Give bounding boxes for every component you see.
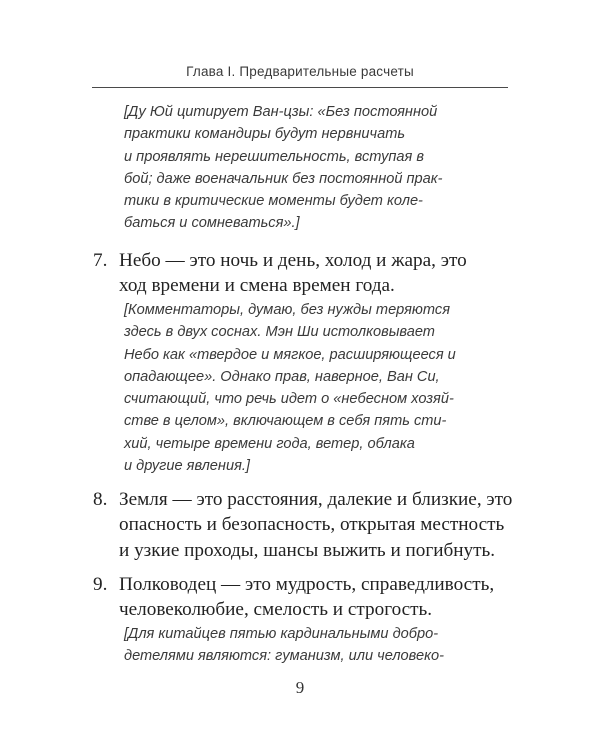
comment-line: считающий, что речь идет о «небесном хозяй- [124, 391, 454, 408]
item-line: ход времени и смена времен года. [119, 275, 395, 297]
item-text [119, 572, 494, 623]
comment-line: и другие явления.] [124, 458, 250, 475]
commentary-item-9 [124, 623, 444, 668]
running-header: Глава I. Предварительные расчеты [186, 64, 414, 79]
comment-line: бой; даже военачальник без постоянной прак- [124, 170, 443, 187]
comment-line: [Ду Юй цитирует Ван-цзы: «Без постоянной [124, 104, 438, 120]
item-line: Небо — это ночь и день, холод и жара, это [119, 250, 467, 271]
item-number: 9. [93, 574, 108, 595]
item-line: человеколюбие, смелость и строгость. [119, 599, 433, 621]
commentary-top [124, 101, 443, 235]
comment-line: детелями являются: гуманизм, или человеко- [124, 648, 444, 665]
comment-line: хий, четыре времени года, ветер, облака [124, 435, 415, 452]
comment-line: Небо как «твердое и мягкое, расширяющееся и [124, 346, 456, 363]
comment-line: тики в критические моменты будет коле- [124, 193, 423, 210]
comment-line: [Комментаторы, думаю, без нужды теряются [124, 302, 450, 318]
item-line: Земля — это расстояния, далекие и близкие, это [119, 489, 513, 510]
comment-line: [Для китайцев пятью кардинальными добро- [124, 626, 439, 642]
item-text [119, 248, 467, 299]
comment-line: стве в целом», включающем в себя пять сти- [124, 413, 447, 430]
item-line: опасность и безопасность, открытая местность [119, 514, 505, 536]
comment-line: опадающее». Однако прав, наверное, Ван Си, [124, 368, 440, 385]
commentary-item-7 [124, 299, 456, 477]
comment-line: баться и сомневаться».] [124, 215, 300, 232]
item-text [119, 487, 512, 563]
item-number: 8. [93, 489, 108, 510]
comment-line: и проявлять нерешительность, вступая в [124, 148, 424, 165]
comment-line: здесь в двух соснах. Мэн Ши истолковывает [124, 324, 435, 341]
header-rule [92, 87, 508, 88]
item-number: 7. [93, 250, 108, 271]
comment-line: практики командиры будут нервничать [124, 126, 406, 143]
item-line: Полководец — это мудрость, справедливость, [119, 574, 495, 595]
page-number: 9 [295, 678, 305, 697]
item-line: и узкие проходы, шансы выжить и погибнуть. [119, 539, 496, 561]
